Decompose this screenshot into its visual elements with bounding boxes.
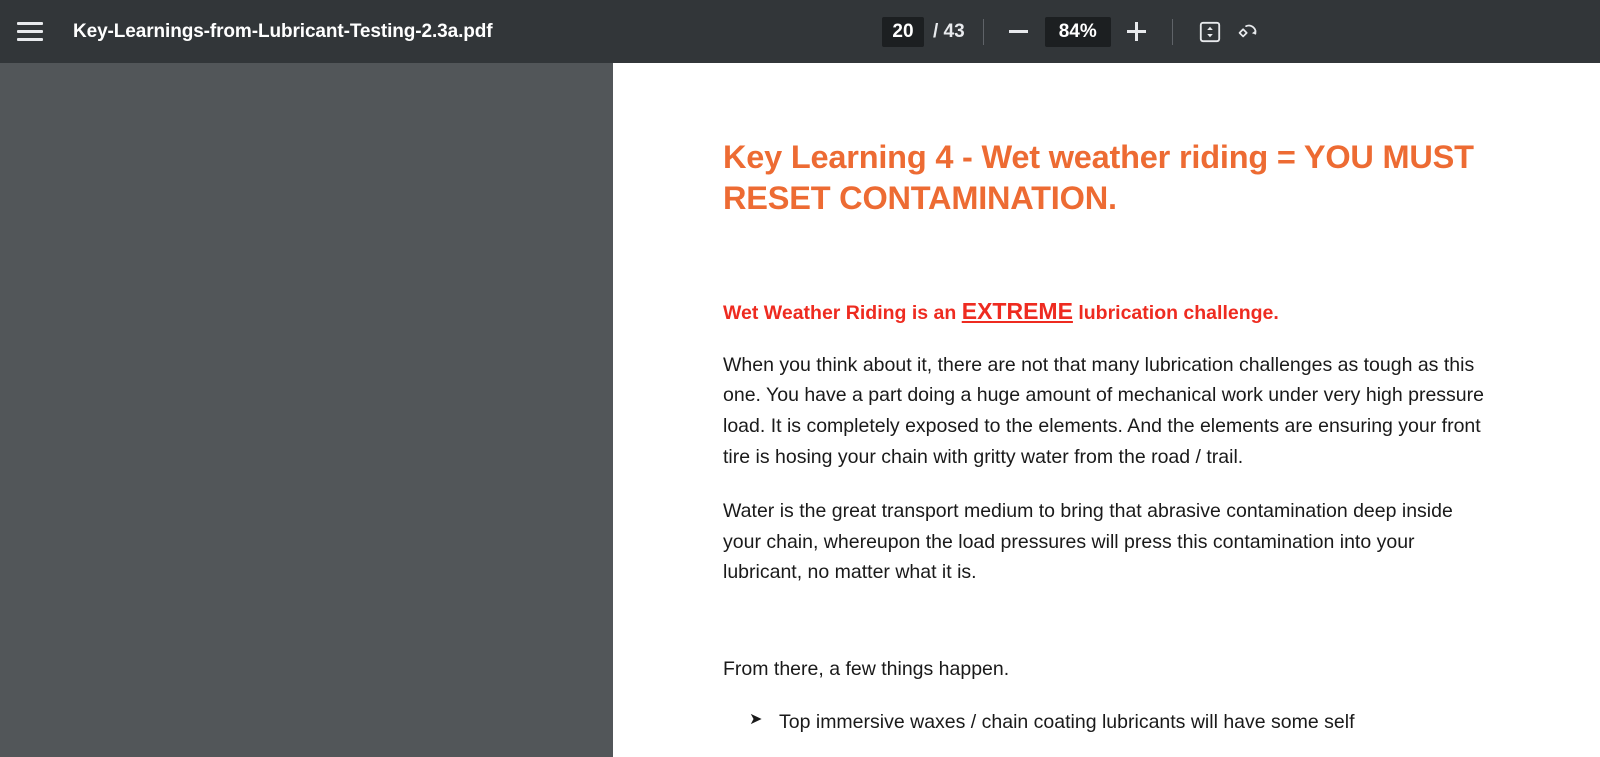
zoom-out-button[interactable] [1002, 15, 1036, 49]
pdf-toolbar [0, 0, 1600, 63]
minus-icon [1009, 30, 1028, 33]
sidebar-toggle-button[interactable] [0, 0, 60, 63]
lead-statement [723, 220, 1495, 327]
lead-suffix: lubrication challenge. [1072, 301, 1279, 324]
toolbar-divider-1 [983, 19, 984, 45]
hamburger-menu-icon [17, 22, 43, 41]
page-count-label: / 43 [933, 20, 965, 42]
rotate-button[interactable] [1229, 13, 1267, 51]
bullet-list [723, 685, 1495, 738]
fit-to-page-icon [1197, 19, 1223, 45]
page-number-input[interactable] [882, 17, 924, 47]
pdf-page [613, 63, 1600, 757]
lead-emphasis: EXTREME [961, 297, 1073, 324]
page-title: Key Learning 4 - Wet weather riding = YOU MUST RESET CONTAMINATION. [723, 139, 1474, 217]
plus-icon [1127, 22, 1146, 41]
document-title: Key-Learnings-from-Lubricant-Testing-2.3a.pdf [73, 20, 493, 42]
transition-text: From there, a few things happen. [723, 658, 1010, 681]
body-paragraph: Water is the great transport medium to bring that abrasive contamination deep inside your chain, whereupon the load pressures will press this contamination into your lubricant, no matter what it is. [723, 499, 1453, 584]
fit-to-page-button[interactable] [1191, 13, 1229, 51]
zoom-level-input[interactable] [1045, 17, 1111, 47]
lead-prefix: Wet Weather Riding is an [723, 301, 962, 324]
body-paragraph: When you think about it, there are not that many lubrication challenges as tough as this one. You have a part doing a huge amount of mechanical work under very high pressure load. It is completely exposed to the elements. And the elements are ensuring your front tire is hosing your chain with gritty water from the road / trail. [723, 353, 1484, 468]
rotate-icon [1235, 19, 1261, 45]
zoom-in-button[interactable] [1120, 15, 1154, 49]
pdf-viewer-canvas[interactable] [0, 63, 1600, 757]
pdf-page-content [723, 137, 1495, 738]
toolbar-divider-2 [1172, 19, 1173, 45]
toolbar-controls [882, 0, 1267, 63]
list-item: ➤ Top immersive waxes / chain coating lubricants will have some self [779, 707, 1495, 738]
